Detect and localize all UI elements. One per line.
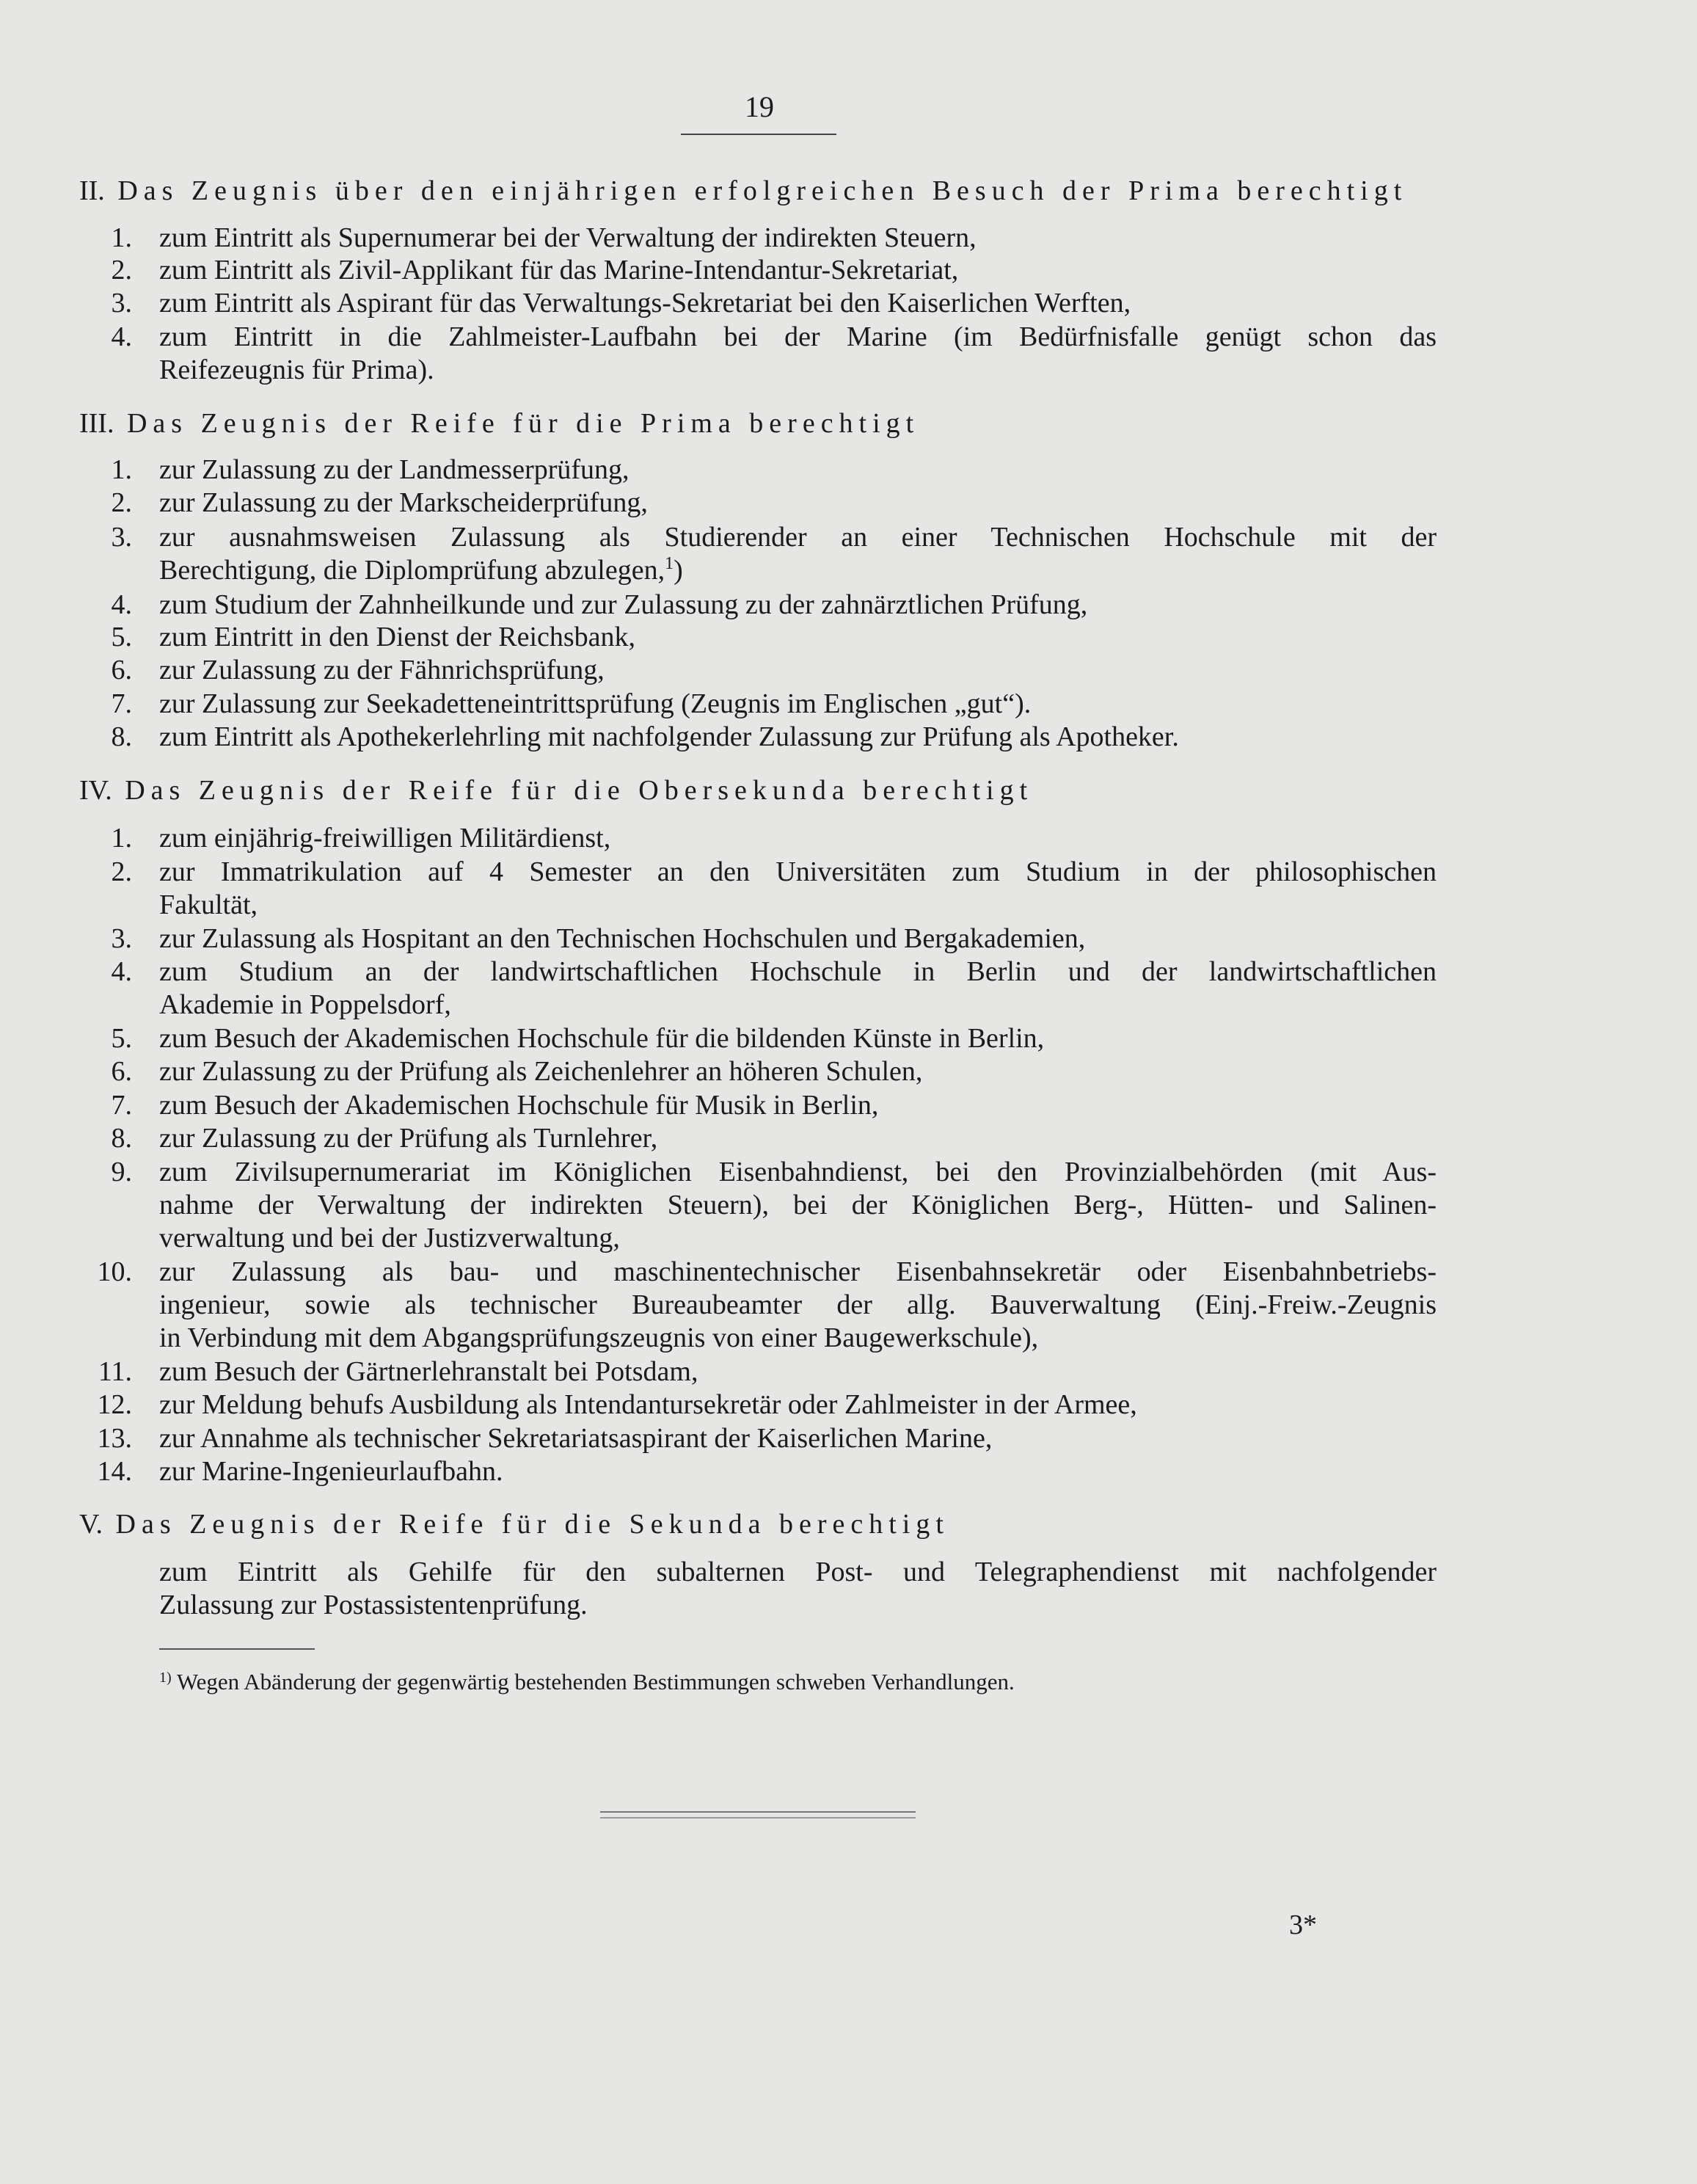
- list-item: 8. zum Eintritt als Apothekerlehrling mit nachfolgender Zulassung zur Prüfung als Apotheker.: [111, 721, 1179, 752]
- page-number: 19: [745, 90, 774, 123]
- list-item: 8. zur Zulassung zu der Prüfung als Turnlehrer,: [111, 1123, 658, 1154]
- footnote-rule: [159, 1648, 315, 1650]
- list-item: 5. zum Eintritt in den Dienst der Reichsbank,: [111, 622, 636, 652]
- list-item: 3. zur Zulassung als Hospitant an den Technischen Hochschulen und Bergakademien,: [111, 923, 1086, 954]
- list-item-continuation: in Verbindung mit dem Abgangsprüfungszeugnis von einer Baugewerkschule),: [159, 1322, 1039, 1353]
- list-item-continuation: Reifezeugnis für Prima).: [159, 354, 434, 385]
- list-item: 4. zum Eintritt in die Zahlmeister-Laufbahn bei der Marine (im Bedürfnisfalle genügt schon das: [111, 321, 1437, 352]
- section-heading-v: V. Das Zeugnis der Reife für die Sekunda berechtigt: [79, 1509, 949, 1540]
- footnote-marker: 1): [159, 1670, 172, 1686]
- decorative-rule: [600, 1817, 916, 1819]
- header-rule: [681, 134, 836, 135]
- list-item: 1. zum Eintritt als Supernumerar bei der Verwaltung der indirekten Steuern,: [111, 222, 977, 253]
- list-item: 6. zur Zulassung zu der Prüfung als Zeichenlehrer an höheren Schulen,: [111, 1056, 923, 1087]
- list-item: 9. zum Zivilsupernumerariat im Königlichen Eisenbahndienst, bei den Provinzialbehörden (mit Aus-: [111, 1157, 1437, 1187]
- list-item: 1. zur Zulassung zu der Landmesserprüfung,: [111, 454, 629, 485]
- list-item: 10. zur Zulassung als bau- und maschinentechnischer Eisenbahnsekretär oder Eisenbahnbetriebs-: [97, 1256, 1437, 1287]
- section-heading-ii: II. Das Zeugnis über den einjährigen erfolgreichen Besuch der Prima berechtigt: [79, 175, 1408, 206]
- list-item-continuation: Berechtigung, die Diplomprüfung abzulegen,$^1$): [159, 554, 683, 586]
- list-item: 2. zur Zulassung zu der Markscheiderprüfung,: [111, 487, 648, 518]
- list-item: 13. zur Annahme als technischer Sekretariatsaspirant der Kaiserlichen Marine,: [97, 1423, 993, 1454]
- list-item: 3. zum Eintritt als Aspirant für das Verwaltungs-Sekretariat bei den Kaiserlichen Werften,: [111, 288, 1131, 318]
- list-item-continuation: Fakultät,: [159, 889, 258, 920]
- list-item-continuation: ingenieur, sowie als technischer Bureaubeamter der allg. Bauverwaltung (Einj.-Freiw.-Zeugnis: [159, 1289, 1437, 1320]
- list-item: 7. zum Besuch der Akademischen Hochschule für Musik in Berlin,: [111, 1090, 879, 1121]
- decorative-rule: [600, 1811, 916, 1813]
- footnote: $^{1)}$ Wegen Abänderung der gegenwärtig bestehenden Bestimmungen schweben Verhandlungen.: [159, 1669, 1015, 1695]
- section-heading-iii: III. Das Zeugnis der Reife für die Prima berechtigt: [79, 408, 920, 439]
- section-v-text: zum Eintritt als Gehilfe für den subalternen Post- und Telegraphendienst mit nachfolgender: [159, 1557, 1437, 1587]
- list-item: 4. zum Studium der Zahnheilkunde und zur Zulassung zu der zahnärztlichen Prüfung,: [111, 589, 1088, 620]
- list-item: 2. zum Eintritt als Zivil-Applikant für das Marine-Intendantur-Sekretariat,: [111, 255, 959, 285]
- list-item: 12. zur Meldung behufs Ausbildung als Intendantursekretär oder Zahlmeister in der Armee,: [97, 1389, 1137, 1420]
- list-item: 7. zur Zulassung zur Seekadetteneintrittsprüfung (Zeugnis im Englischen „gut“).: [111, 688, 1032, 719]
- list-item: 6. zur Zulassung zu der Fähnrichsprüfung,: [111, 655, 605, 685]
- section-v-text: Zulassung zur Postassistentenprüfung.: [159, 1590, 588, 1620]
- list-item: 1. zum einjährig-freiwilligen Militärdienst,: [111, 823, 611, 853]
- list-item: 5. zum Besuch der Akademischen Hochschule für die bildenden Künste in Berlin,: [111, 1023, 1045, 1054]
- signature-mark: 3*: [1289, 1910, 1317, 1940]
- list-item-continuation: nahme der Verwaltung der indirekten Steuern), bei der Königlichen Berg-, Hütten- und Salinen-: [159, 1190, 1437, 1220]
- list-item: 3. zur ausnahmsweisen Zulassung als Studierender an einer Technischen Hochschule mit der: [111, 522, 1437, 553]
- list-item: 11. zum Besuch der Gärtnerlehranstalt bei Potsdam,: [98, 1356, 698, 1387]
- list-item: 4. zum Studium an der landwirtschaftlichen Hochschule in Berlin und der landwirtschaftlichen: [111, 956, 1437, 987]
- list-item-continuation: verwaltung und bei der Justizverwaltung,: [159, 1223, 620, 1253]
- list-item: 2. zur Immatrikulation auf 4 Semester an den Universitäten zum Studium in der philosophischen: [111, 856, 1437, 887]
- list-item-continuation: Akademie in Poppelsdorf,: [159, 989, 451, 1020]
- section-heading-iv: IV. Das Zeugnis der Reife für die Obersekunda berechtigt: [79, 775, 1034, 806]
- footnote-reference: 1: [665, 554, 674, 573]
- list-item: 14. zur Marine-Ingenieurlaufbahn.: [97, 1456, 503, 1487]
